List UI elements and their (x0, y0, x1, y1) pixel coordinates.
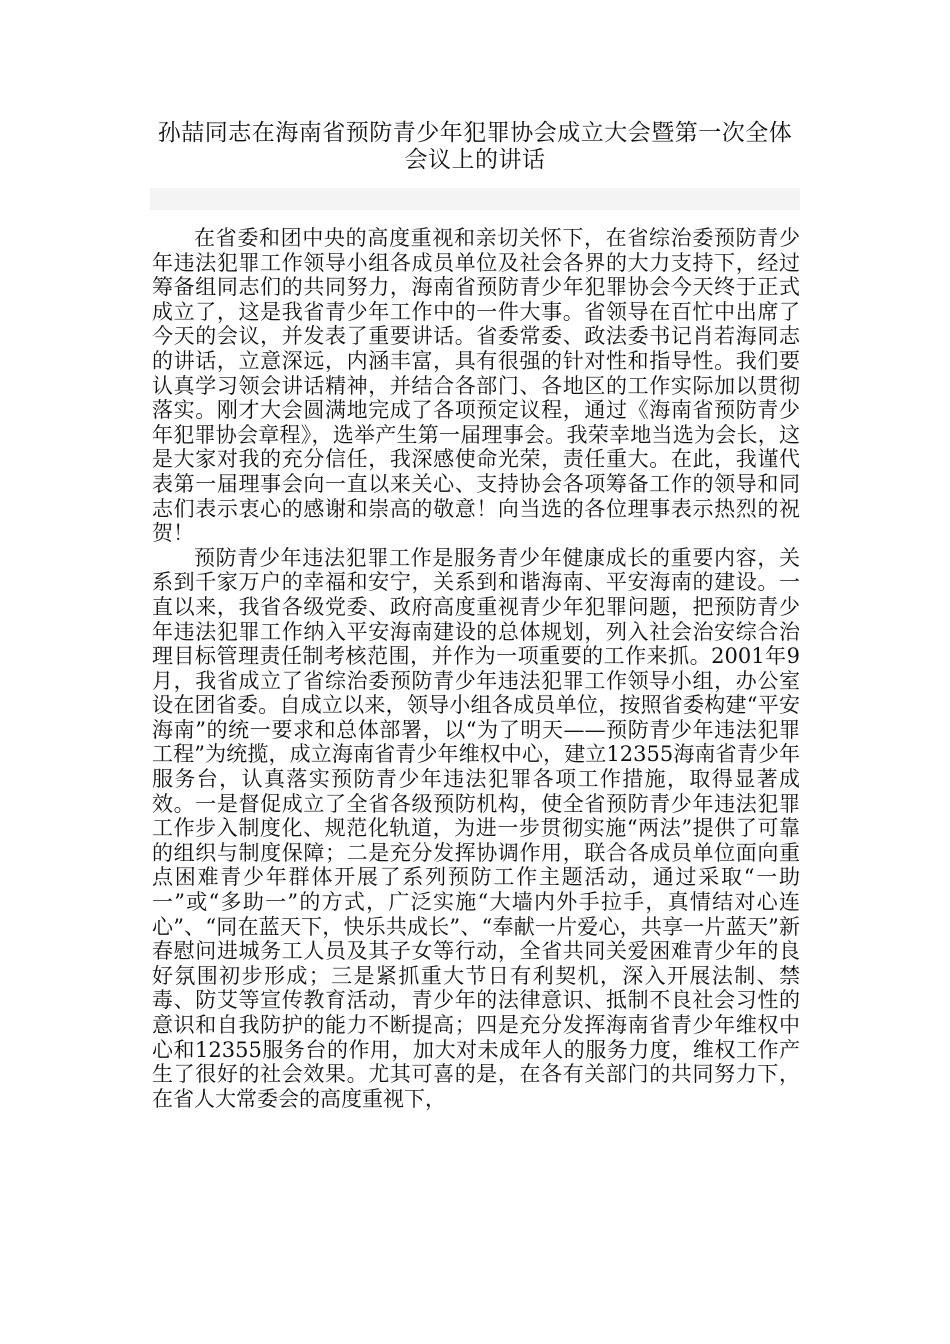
paragraph-2: 预防青少年违法犯罪工作是服务青少年健康成长的重要内容，关系到千家万户的幸福和安宁，关系到和谐海南、平安海南的建设。一直以来，我省各级党委、政府高度重视青少年犯罪问题，把预防青少年违法犯罪工作纳入平安海南建设的总体规划，列入社会治安综合治理目标管理责任制考核范围，并作为一项重要的工作来抓。2001年9月，我省成立了省综治委预防青少年违法犯罪工作领导小组，办公室设在团省委。自成立以来，领导小组各成员单位，按照省委构建“平安海南”的统一要求和总体部署，以“为了明天——预防青少年违法犯罪工程”为统揽，成立海南省青少年维权中心，建立12355海南省青少年服务台，认真落实预防青少年违法犯罪各项工作措施，取得显著成效。一是督促成立了全省各级预防机构，使全省预防青少年违法犯罪工作步入制度化、规范化轨道，为进一步贯彻实施“两法”提供了可靠的组织与制度保障；二是充分发挥协调作用，联合各成员单位面向重点困难青少年群体开展了系列预防工作主题活动，通过采取“一助一”或“多助一”的方式，广泛实施“大墙内外手拉手，真情结对心连心”、“同在蓝天下，快乐共成长”、“奉献一片爱心，共享一片蓝天”新春慰问进城务工人员及其子女等行动，全省共同关爱困难青少年的良好氛围初步形成；三是紧抓重大节日有利契机，深入开展法制、禁毒、防艾等宣传教育活动，青少年的法律意识、抵制不良社会习性的意识和自我防护的能力不断提高；四是充分发挥海南省青少年维权中心和12355服务台的作用，加大对未成年人的服务力度，维权工作产生了很好的社会效果。尤其可喜的是，在各有关部门的共同努力下，在省人大常委会的高度重视下， (152, 545, 800, 1111)
paragraph-1: 在省委和团中央的高度重视和亲切关怀下，在省综治委预防青少年违法犯罪工作领导小组各成员单位及社会各界的大力支持下，经过筹备组同志们的共同努力，海南省预防青少年犯罪协会今天终于正式成立了，这是我省青少年工作中的一件大事。省领导在百忙中出席了今天的会议，并发表了重要讲话。省委常委、政法委书记肖若海同志的讲话，立意深远，内涵丰富，具有很强的针对性和指导性。我们要认真学习领会讲话精神，并结合各部门、各地区的工作实际加以贯彻落实。刚才大会圆满地完成了各项预定议程，通过《海南省预防青少年犯罪协会章程》，选举产生第一届理事会。我荣幸地当选为会长，这是大家对我的充分信任，我深感使命光荣，责任重大。在此，我谨代表第一届理事会向一直以来关心、支持协会各项筹备工作的领导和同志们表示衷心的感谢和崇高的敬意！向当选的各位理事表示热烈的祝贺！ (152, 226, 800, 546)
title-divider-band (150, 188, 800, 210)
document-title: 孙喆同志在海南省预防青少年犯罪协会成立大会暨第一次全体会议上的讲话 (157, 120, 793, 173)
document-body (152, 226, 800, 1111)
